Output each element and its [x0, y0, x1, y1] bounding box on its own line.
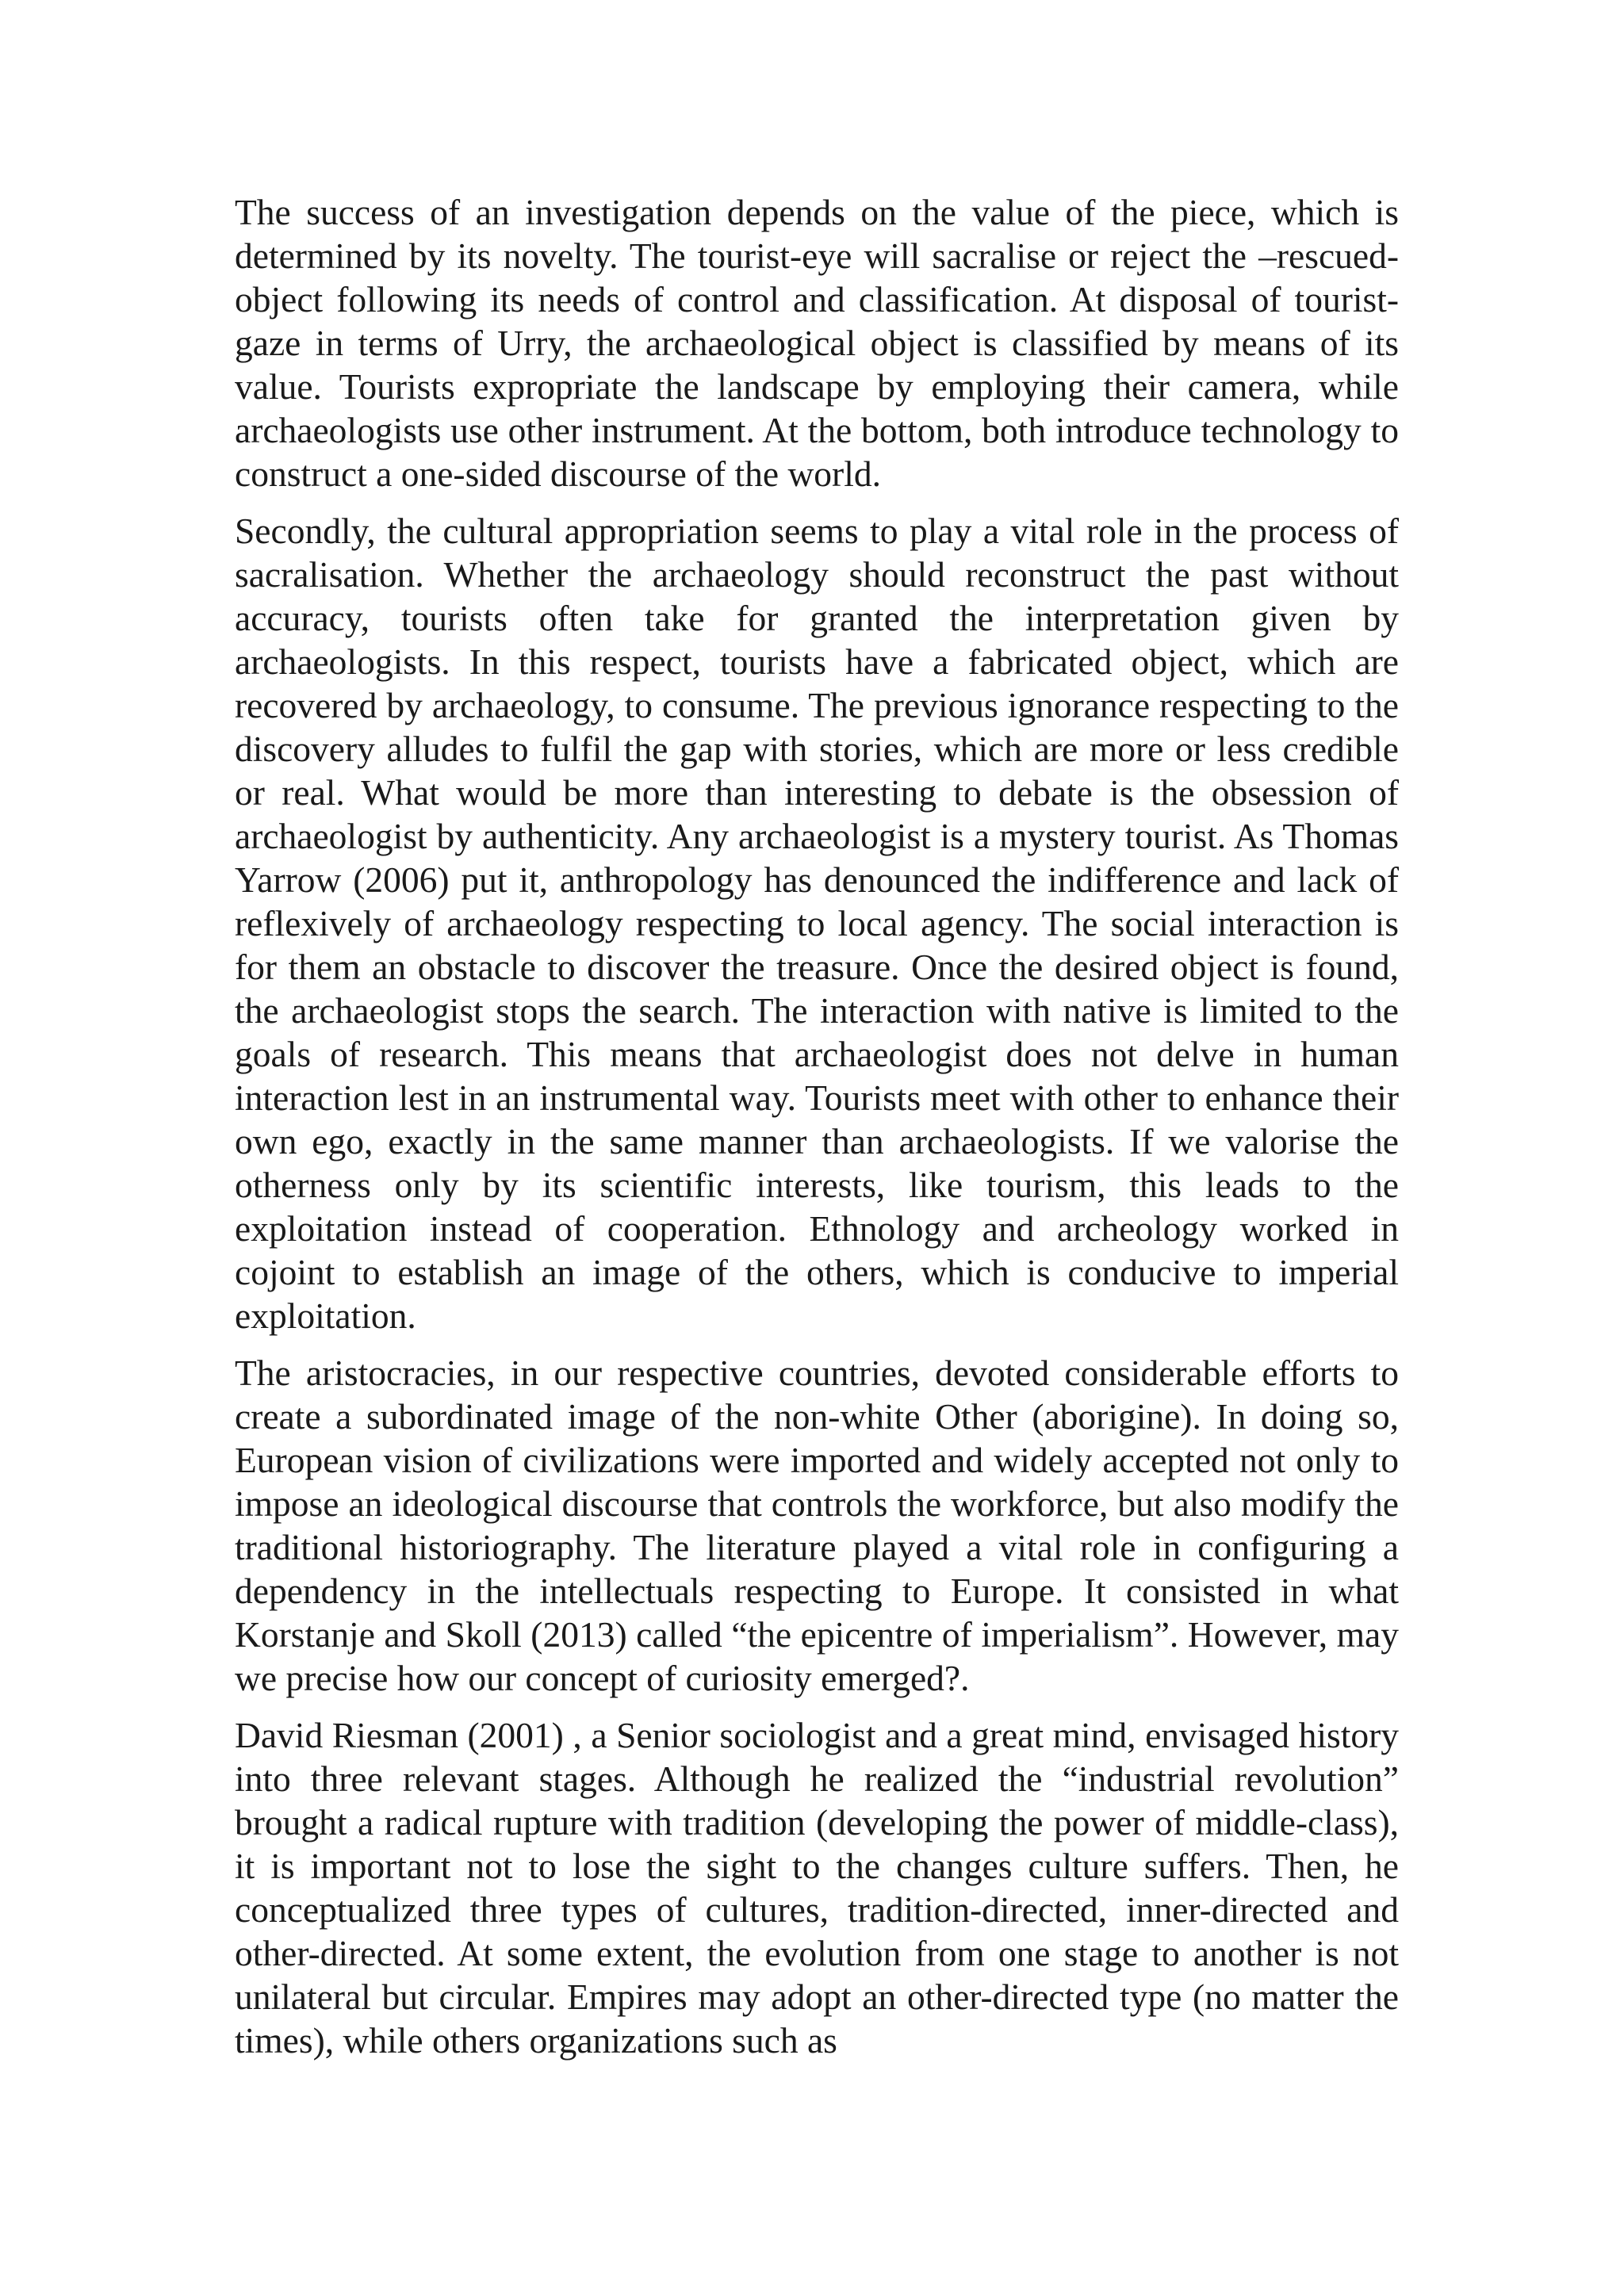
- paragraph-3: The aristocracies, in our respective countries, devoted considerable efforts to create a subordinated image of the non-white Other (aborigine). In doing so, European vision of civilizations were imported and widely accepted not only to impose an ideological discourse that controls the workforce, but also modify the traditional historiography. The literature played a vital role in configuring a dependency in the intellectuals respecting to Europe. It consisted in what Korstanje and Skoll (2013) called “the epicentre of imperialism”. However, may we precise how our concept of curiosity emerged?.: [235, 1353, 1399, 1698]
- paragraph-1: The success of an investigation depends on the value of the piece, which is determined by its novelty. The tourist-eye will sacralise or reject the –rescued-object following its needs of control and classification. At disposal of tourist-gaze in terms of Urry, the archaeological object is classified by means of its value. Tourists expropriate the landscape by employing their camera, while archaeologists use other instrument. At the bottom, both introduce technology to construct a one-sided discourse of the world.: [235, 192, 1399, 494]
- paragraph-4: David Riesman (2001) , a Senior sociologist and a great mind, envisaged history into three relevant stages. Although he realized the “industrial revolution” brought a radical rupture with tradition (developing the power of middle-class), it is important not to lose the sight to the changes culture suffers. Then, he conceptualized three types of cultures, tradition-directed, inner-directed and other-directed. At some extent, the evolution from one stage to another is not unilateral but circular. Empires may adopt an other-directed type (no matter the times), while others organizations such as: [235, 1715, 1399, 2061]
- paragraph-2: Secondly, the cultural appropriation seems to play a vital role in the process of sacralisation. Whether the archaeology should reconstruct the past without accuracy, tourists often take for granted the interpretation given by archaeologists. In this respect, tourists have a fabricated object, which are recovered by archaeology, to consume. The previous ignorance respecting to the discovery alludes to fulfil the gap with stories, which are more or less credible or real. What would be more than interesting to debate is the obsession of archaeologist by authenticity. Any archaeologist is a mystery tourist. As Thomas Yarrow (2006) put it, anthropology has denounced the indifference and lack of reflexively of archaeology respecting to local agency. The social interaction is for them an obstacle to discover the treasure. Once the desired object is found, the archaeologist stops the search. The interaction with native is limited to the goals of research. This means that archaeologist does not delve in human interaction lest in an instrumental way. Tourists meet with other to enhance their own ego, exactly in the same manner than archaeologists. If we valorise the otherness only by its scientific interests, like tourism, this leads to the exploitation instead of cooperation. Ethnology and archeology worked in cojoint to establish an image of the others, which is conducive to imperial exploitation.: [235, 511, 1399, 1336]
- body-text: [235, 190, 1399, 2076]
